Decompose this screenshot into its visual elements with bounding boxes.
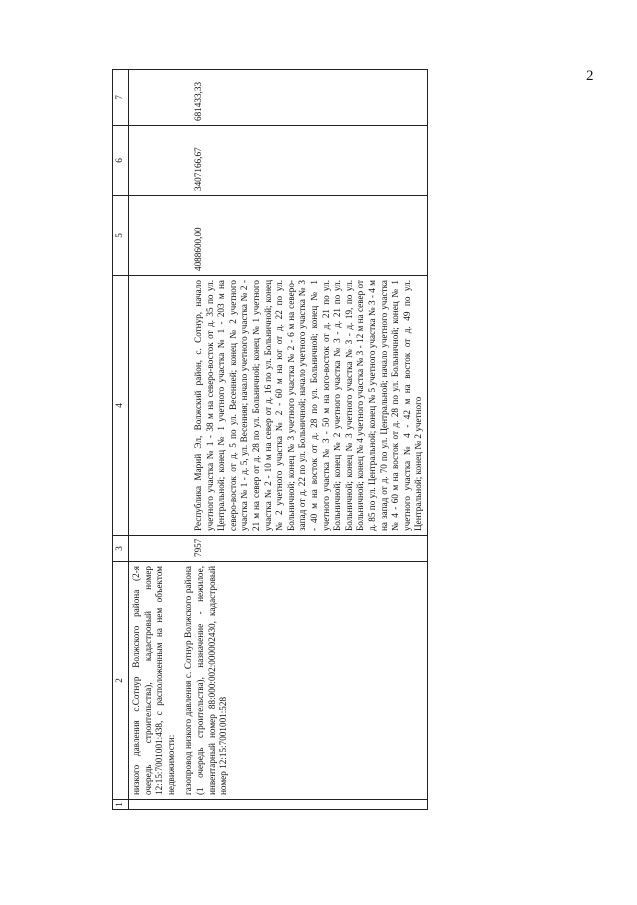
header-col-3: 3: [113, 536, 129, 562]
value-col-5: 4088600,00: [193, 227, 203, 271]
header-row: [113, 70, 129, 810]
object-description-b: газопровод низкого давления с. Сотнур Волжского района (1 очередь строительства), назначение - нежилое, инвентарный номер 88:000:002:000002430, кадастровый номер 12:15:7001001:528: [183, 566, 229, 795]
rotated-table-container: [112, 70, 552, 810]
page-number: 2: [586, 68, 594, 84]
cell-col-7: [129, 70, 428, 126]
object-description-a: низкого давления с.Сотнур Волжского района (2-я очередь строительства), кадастровый номер 12:15:7001001:438, с расположенным на нем объектом недвижимости:: [131, 566, 176, 795]
table-row: [129, 70, 428, 810]
cell-col-6: [129, 126, 428, 196]
header-col-7: 7: [113, 70, 129, 126]
value-col-7: 681433,33: [193, 81, 203, 121]
register-table: [112, 69, 428, 810]
cell-col-5: [129, 196, 428, 276]
header-col-5: 5: [113, 196, 129, 276]
cell-col-2: [129, 562, 428, 800]
location-description: Республика Марий Эл, Волжский район, с. Сотнур, начало учетного участка № 1 - 38 м на северо-восток от д. 35 по ул. Центральной; конец № 1 учетного участка № 1 - 203 м на северо-восток от д. 5 по ул. Весенней; конец № 2 учетного участка № 1 - д. 5, ул. Весенняя; начало учетного участка № 2 - 21 м на север от д. 28 по ул. Больничной; конец № 1 учетного участка № 2 - 10 м на север от д. 16 по ул. Больничной; конец № 2 учетного участка № 2 - 60 м на юг от д. 22 по ул. Больничной; конец № 3 учетного участка № 2 - 6 м на северо-запад от д. 22 по ул. Больничной; начало учетного участка № 3 - 40 м на восток от д. 28 по ул. Больничной; конец № 1 учетного участка № 3 - 50 м на юго-восток от д. 21 по ул. Больничной; конец № 2 учетного участка № 3 - д. 21 по ул. Больничной; конец № 3 учетного участка № 3 - д. 19, по ул. Больничной; конец № 4 учетного участка № 3 - 12 м на север от д. 85 по ул. Центральной; конец № 5 учетного участка № 3 - 4 м на запад от д. 70 по ул. Центральной; начало учетного участка № 4 - 60 м на восток от д. 28 по ул. Больничной; конец № 1 учетного участка № 4 - 42 м на восток от д. 49 по ул. Центральной; конец № 2 учетного: [193, 280, 424, 531]
cell-col-3: [129, 536, 428, 562]
value-col-6: 3407166,67: [193, 147, 203, 191]
header-col-4: 4: [113, 276, 129, 536]
header-col-1: 1: [113, 800, 129, 810]
cell-col-1: [129, 800, 428, 810]
cell-col-4: [129, 276, 428, 536]
header-col-6: 6: [113, 126, 129, 196]
length-value: 7957: [193, 538, 203, 557]
header-col-2: 2: [113, 562, 129, 800]
